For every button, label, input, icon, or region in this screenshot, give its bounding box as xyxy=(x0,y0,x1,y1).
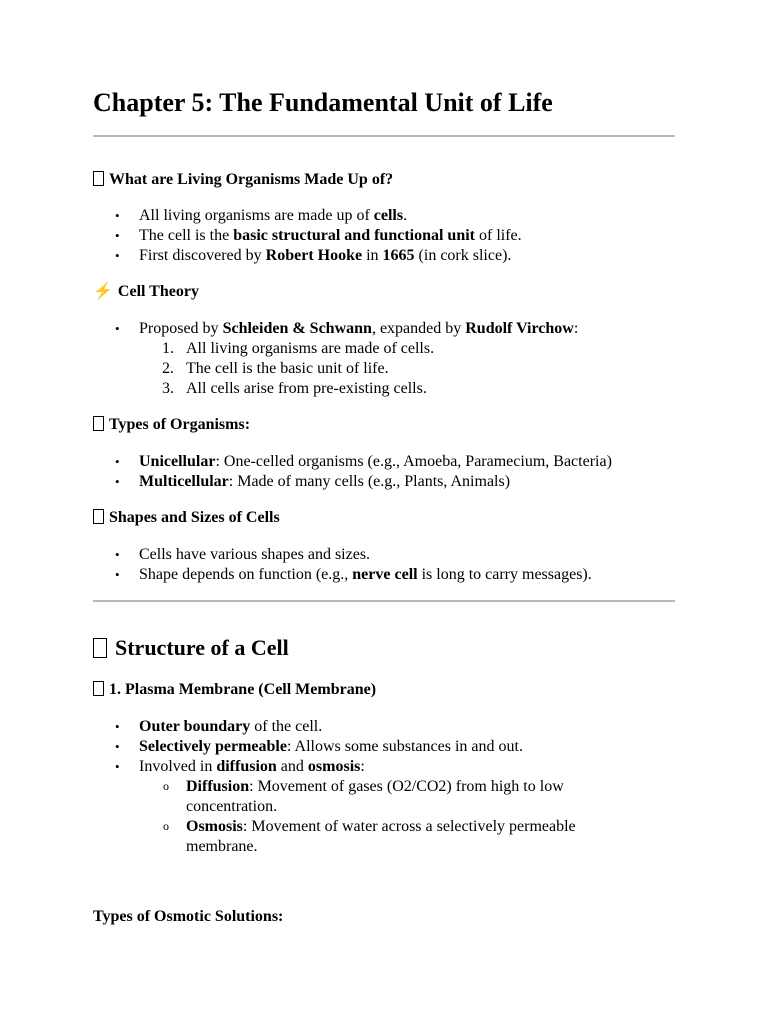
chapter-title: Chapter 5: The Fundamental Unit of Life xyxy=(93,88,553,117)
sub-list-item: o Osmosis: Movement of water across a selectively permeable membrane. xyxy=(186,817,626,857)
list-item: • Cells have various shapes and sizes. xyxy=(139,545,675,565)
list-item: • Outer boundary of the cell. xyxy=(139,717,675,737)
list-item: • All living organisms are made up of cells. xyxy=(139,206,675,226)
box-glyph-icon xyxy=(93,416,104,431)
horizontal-rule xyxy=(93,600,675,602)
box-glyph-icon xyxy=(93,171,104,186)
numbered-item: 3. All cells arise from pre-existing cells. xyxy=(162,380,427,397)
section-heading-plasma-membrane: 1. Plasma Membrane (Cell Membrane) xyxy=(93,680,376,700)
horizontal-rule xyxy=(93,135,675,137)
numbered-item: 2. The cell is the basic unit of life. xyxy=(162,360,389,377)
types-list xyxy=(139,452,675,492)
sub-list-item: o Diffusion: Movement of gases (O2/CO2) from high to low concentration. xyxy=(186,777,626,817)
box-glyph-icon xyxy=(93,509,104,524)
list-item: • Shape depends on function (e.g., nerve cell is long to carry messages). xyxy=(139,565,675,585)
transport-sublist xyxy=(139,777,626,857)
membrane-list xyxy=(139,717,675,857)
section-heading-osmotic-solutions: Types of Osmotic Solutions: xyxy=(93,908,284,925)
section-heading-shapes: Shapes and Sizes of Cells xyxy=(93,508,280,528)
list-item: • Unicellular: One-celled organisms (e.g., Amoeba, Paramecium, Bacteria) xyxy=(139,452,675,472)
list-item: • Multicellular: Made of many cells (e.g., Plants, Animals) xyxy=(139,472,675,492)
cell-theory-list xyxy=(139,319,675,399)
shapes-list xyxy=(139,545,675,585)
list-item: • Proposed by Schleiden & Schwann, expanded by Rudolf Virchow: 1. All living organisms are made of cells. 2. The cell is the basic unit of life. 3. All cells arise from pre-existing cells. xyxy=(139,319,675,399)
organisms-list xyxy=(139,206,675,266)
lightning-icon: ⚡ xyxy=(93,283,113,300)
box-glyph-icon xyxy=(93,681,104,696)
section-heading-structure: Structure of a Cell xyxy=(93,634,289,662)
box-glyph-icon xyxy=(93,638,107,658)
list-item: • Selectively permeable: Allows some substances in and out. xyxy=(139,737,675,757)
section-heading-cell-theory: ⚡ Cell Theory xyxy=(93,283,199,300)
cell-theory-points xyxy=(139,339,675,399)
numbered-item: 1. All living organisms are made of cells. xyxy=(162,340,435,357)
section-heading-organisms: What are Living Organisms Made Up of? xyxy=(93,170,393,190)
section-heading-types: Types of Organisms: xyxy=(93,415,250,435)
list-item: • The cell is the basic structural and functional unit of life. xyxy=(139,226,675,246)
list-item: • First discovered by Robert Hooke in 1665 (in cork slice). xyxy=(139,246,675,266)
list-item: • Involved in diffusion and osmosis: o Diffusion: Movement of gases (O2/CO2) from high to low concentration. o Osmosis: Movement of water across a selectively permeable membrane. xyxy=(139,757,675,857)
